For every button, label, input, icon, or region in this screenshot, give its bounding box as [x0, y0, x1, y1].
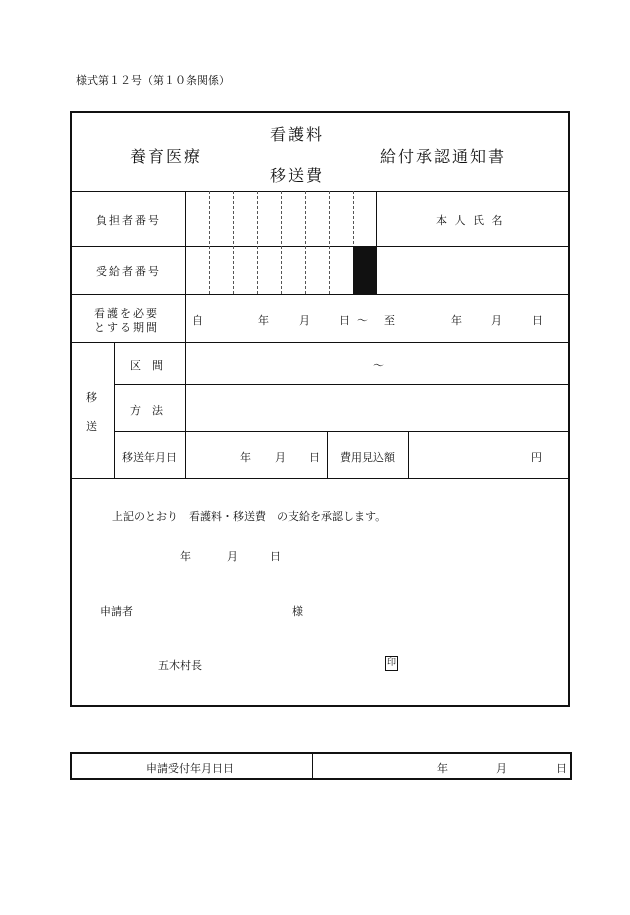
digit-separator — [281, 191, 282, 294]
care-month-2: 月 — [491, 314, 502, 327]
care-to: 至 — [384, 314, 395, 327]
title-prefix: 養育医療 — [130, 147, 203, 166]
blocked-digit-cell — [353, 246, 376, 294]
transport-day: 日 — [309, 451, 320, 464]
care-day-2: 日 — [532, 314, 543, 327]
receipt-year: 年 — [437, 762, 448, 775]
approval-statement: 上記のとおり 看護料・移送費 の支給を承認します。 — [112, 510, 387, 523]
transport-group-label: 送 — [86, 420, 97, 433]
care-from: 自 — [192, 314, 203, 327]
cost-unit: 円 — [531, 451, 542, 464]
approval-year: 年 — [180, 550, 191, 563]
divider — [72, 246, 568, 247]
care-month-1: 月 — [299, 314, 310, 327]
form-caption: 様式第１２号（第１０条関係） — [76, 74, 230, 87]
transport-date-label: 移送年月日 — [122, 451, 177, 464]
care-period-label: とする期間 — [94, 321, 159, 334]
care-tilde: 〜 — [357, 314, 368, 327]
section-tilde: 〜 — [373, 359, 384, 372]
section-label: 区 間 — [130, 359, 163, 372]
divider — [72, 294, 568, 295]
divider — [114, 384, 570, 385]
seal-mark: 印 — [385, 656, 398, 671]
receipt-month: 月 — [496, 762, 507, 775]
care-year-2: 年 — [451, 314, 462, 327]
divider — [114, 342, 115, 478]
receipt-day: 日 — [556, 762, 567, 775]
digit-separator — [257, 191, 258, 294]
divider — [114, 431, 570, 432]
approval-month: 月 — [227, 550, 238, 563]
approval-day: 日 — [270, 550, 281, 563]
digit-separator — [305, 191, 306, 294]
divider — [72, 191, 568, 192]
recipient-number-label: 受給者番号 — [96, 265, 161, 278]
method-label: 方 法 — [130, 404, 163, 417]
cost-label: 費用見込額 — [340, 451, 395, 464]
digit-separator — [329, 191, 330, 294]
care-year-1: 年 — [258, 314, 269, 327]
digit-separator — [209, 191, 210, 294]
divider — [408, 431, 409, 478]
name-label: 本 人 氏 名 — [436, 214, 505, 227]
divider — [376, 191, 377, 294]
receipt-label: 申請受付年月日日 — [146, 762, 234, 775]
mayor-title: 五木村長 — [158, 659, 202, 672]
burden-number-label: 負担者番号 — [96, 214, 161, 227]
digit-separator — [233, 191, 234, 294]
transport-month: 月 — [275, 451, 286, 464]
honorific: 様 — [292, 605, 303, 618]
transport-group-label: 移 — [86, 391, 97, 404]
title-stack-bottom: 移送費 — [270, 166, 325, 185]
applicant-label: 申請者 — [100, 605, 133, 618]
divider — [327, 431, 328, 478]
divider — [312, 754, 313, 778]
divider — [185, 191, 186, 478]
title-stack-top: 看護料 — [270, 125, 325, 144]
care-period-label: 看護を必要 — [94, 307, 159, 320]
divider — [72, 342, 568, 343]
title-suffix: 給付承認通知書 — [380, 147, 507, 166]
divider — [72, 478, 568, 479]
care-day-1: 日 — [339, 314, 350, 327]
transport-year: 年 — [240, 451, 251, 464]
approval-notice-form — [70, 111, 570, 707]
receipt-date-row — [70, 752, 572, 780]
